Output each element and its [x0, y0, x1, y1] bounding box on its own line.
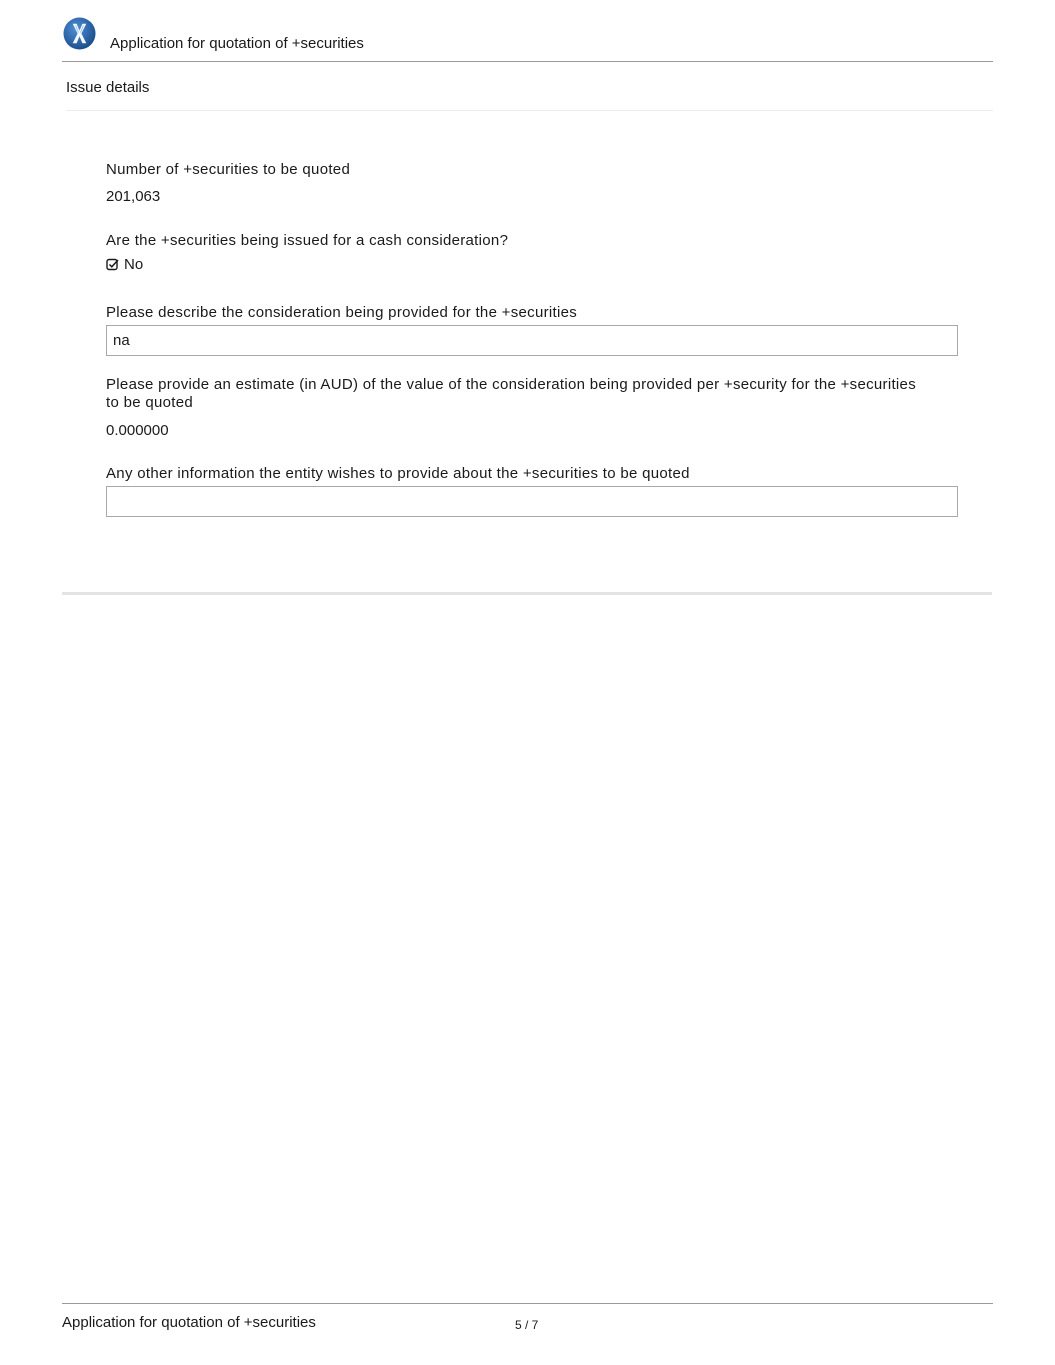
other-information-label: Any other information the entity wishes to provide about the +securities to be quoted [106, 465, 690, 482]
section-title: Issue details [66, 79, 993, 111]
consideration-description-field: na [106, 325, 958, 356]
consideration-estimate-value: 0.000000 [106, 422, 169, 439]
header-title: Application for quotation of +securities [110, 35, 364, 52]
number-quoted-label: Number of +securities to be quoted [106, 161, 351, 178]
other-information-field [106, 486, 958, 517]
page-number: 5 / 7 [515, 1318, 539, 1332]
page-footer [62, 1303, 993, 1332]
cash-consideration-answer [106, 256, 143, 273]
number-quoted-value: 201,063 [106, 188, 161, 205]
cash-consideration-label: Are the +securities being issued for a cash consideration? [106, 232, 509, 249]
consideration-estimate-label: Please provide an estimate (in AUD) of the value of the consideration being provided per +security for the +securities to be quoted [106, 376, 916, 411]
page-header [62, 16, 993, 62]
checkbox-checked-icon [106, 258, 119, 271]
section-divider [62, 592, 992, 595]
asx-logo-icon [63, 17, 96, 50]
cash-consideration-value: No [124, 256, 144, 273]
footer-title: Application for quotation of +securities [62, 1314, 316, 1331]
consideration-description-label: Please describe the consideration being provided for the +securities [106, 304, 578, 321]
